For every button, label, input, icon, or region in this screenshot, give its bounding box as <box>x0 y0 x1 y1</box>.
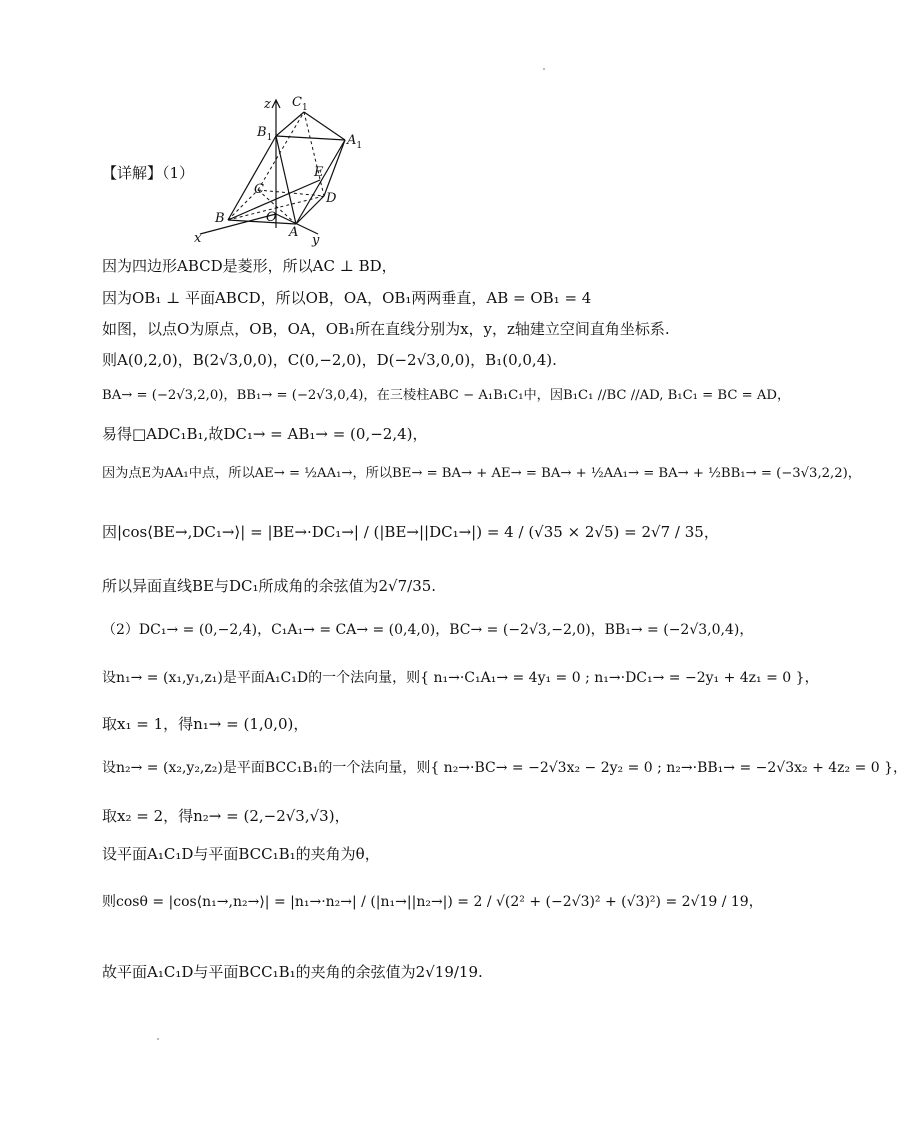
edge-CC1 <box>258 112 304 190</box>
label-z: z <box>264 97 271 112</box>
part1-line5: BA→ = (−2√3,2,0)，BB₁→ = (−2√3,0,4)，在三棱柱ABC − A₁B₁C₁中，因B₁C₁ //BC //AD, B₁C₁ = BC = AD， <box>102 388 791 403</box>
label-A: A <box>289 225 299 240</box>
x-axis <box>200 214 276 234</box>
label-x: x <box>194 231 202 246</box>
label-C1: $C_1$ <box>292 95 308 113</box>
segment-B1A <box>276 136 296 224</box>
label-A1: $A_1$ <box>347 133 363 151</box>
part1-line7: 因为点E为AA₁中点，所以AE→ = ½AA₁→，所以BE→ = BA→ + AE→ = BA→ + ½AA₁→ = BA→ + ½BB₁→ = (−3√3,2,2)， <box>102 466 861 481</box>
part2-line2: 设n₁→ = (x₁,y₁,z₁)是平面A₁C₁D的一个法向量，则{ n₁→·C₁A₁→ = 4y₁ = 0 ; n₁→·DC₁→ = −2y₁ + 4z₁ = 0 }， <box>102 670 819 686</box>
part2-line8: 故平面A₁C₁D与平面BCC₁B₁的夹角的余弦值为2√19/19. <box>102 963 483 981</box>
label-B: B <box>215 211 225 226</box>
solution-heading: 【详解】（1） <box>102 164 195 182</box>
part1-line9: 所以异面直线BE与DC₁所成角的余弦值为2√7/35. <box>102 577 437 595</box>
label-O: O <box>266 210 277 225</box>
part1-line6: 易得□ADC₁B₁,故DC₁→ = AB₁→ = (0,−2,4)， <box>102 425 428 443</box>
label-D: D <box>326 191 337 206</box>
part2-line5: 取x₂ = 2，得n₂→ = (2,−2√3,√3)， <box>102 807 350 825</box>
label-B1: $B_1$ <box>257 125 273 143</box>
part1-line2: 因为OB₁ ⊥ 平面ABCD，所以OB，OA，OB₁两两垂直，AB = OB₁ = 4 <box>102 289 592 307</box>
label-C: C <box>254 182 264 197</box>
edge-C1D <box>304 112 324 196</box>
part1-line8: 因|cos⟨BE→,DC₁→⟩| = |BE→·DC₁→| / (|BE→||DC₁→|) = 4 / (√35 × 2√5) = 2√7 / 35， <box>102 523 719 541</box>
prism-figure <box>0 0 800 260</box>
edge-AA1 <box>296 140 345 224</box>
part1-line1: 因为四边形ABCD是菱形，所以AC ⊥ BD， <box>102 257 397 275</box>
part1-line4: 则A(0,2,0)，B(2√3,0,0)，C(0,−2,0)，D(−2√3,0,0)，B₁(0,0,4). <box>102 351 557 369</box>
part2-line6: 设平面A₁C₁D与平面BCC₁B₁的夹角为θ， <box>102 845 380 863</box>
edge-BB1 <box>228 136 276 220</box>
part2-line7: 则cosθ = |cos⟨n₁→,n₂→⟩| = |n₁→·n₂→| / (|n₁→||n₂→|) = 2 / √(2² + (−2√3)² + (√3)²) = 2√19 / 19， <box>102 894 763 910</box>
scan-dot <box>157 1038 159 1040</box>
scan-dot <box>543 68 545 70</box>
label-E: E <box>314 165 324 180</box>
edge-DA1 <box>324 140 345 196</box>
part2-line3: 取x₁ = 1，得n₁→ = (1,0,0)， <box>102 715 309 733</box>
part2-line1: （2）DC₁→ = (0,−2,4)，C₁A₁→ = CA→ = (0,4,0)，BC→ = (−2√3,−2,0)，BB₁→ = (−2√3,0,4)， <box>102 622 754 638</box>
part1-line3: 如图，以点O为原点，OB，OA，OB₁所在直线分别为x，y，z轴建立空间直角坐标系. <box>102 320 670 338</box>
edge-B1C1 <box>276 112 304 136</box>
label-y: y <box>312 233 320 248</box>
part2-line4: 设n₂→ = (x₂,y₂,z₂)是平面BCC₁B₁的一个法向量，则{ n₂→·BC→ = −2√3x₂ − 2y₂ = 0 ; n₂→·BB₁→ = −2√3x₂ + 4z₂ = 0 }， <box>102 760 907 776</box>
